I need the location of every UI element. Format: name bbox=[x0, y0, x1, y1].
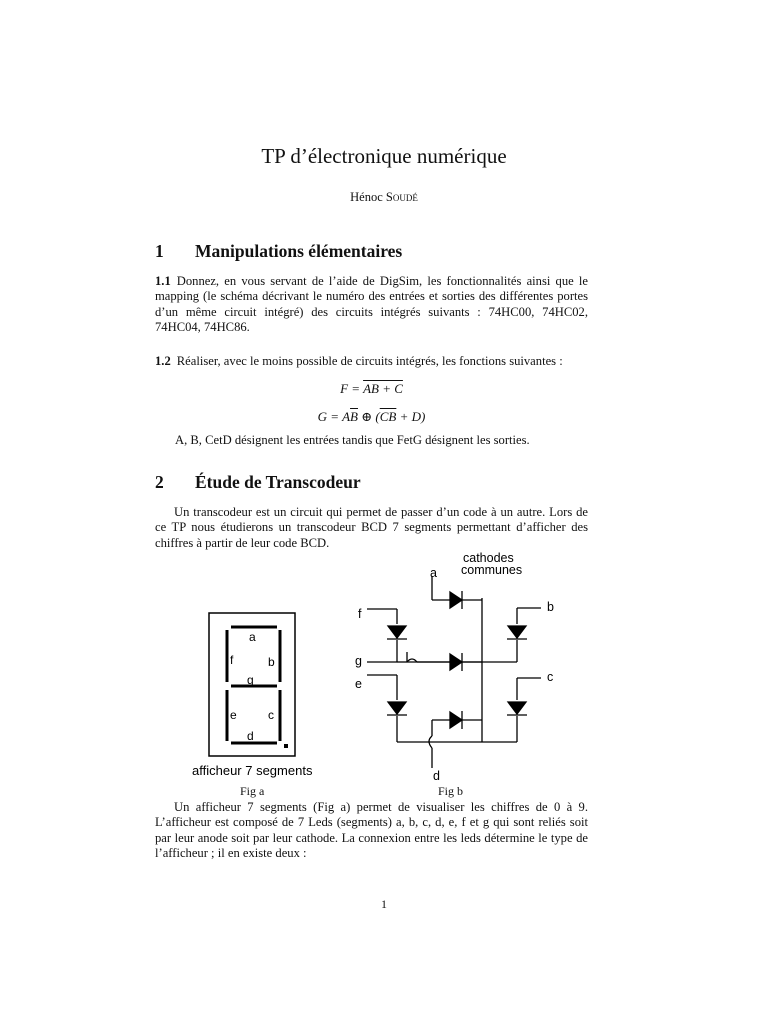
author-first: Hénoc bbox=[350, 190, 383, 204]
seven-segment-display-figure bbox=[185, 608, 335, 783]
communes-label: communes bbox=[461, 563, 523, 577]
variables-note: A, B, CetD désignent les entrées tandis que FetG désignent les sorties. bbox=[175, 433, 530, 447]
section-1-heading bbox=[155, 241, 402, 262]
figure-b-caption: Fig b bbox=[438, 784, 464, 798]
eq-oplus: ⊕ ( bbox=[357, 409, 380, 424]
eq-rest: + D) bbox=[396, 409, 426, 424]
input-label-c: c bbox=[547, 670, 554, 684]
diode-c-icon bbox=[508, 702, 526, 714]
input-label-g: g bbox=[355, 654, 362, 668]
question-number: 1.1 bbox=[155, 274, 171, 288]
diode-d-icon bbox=[450, 712, 462, 728]
section-number: 1 bbox=[155, 241, 164, 261]
segment-label-a: a bbox=[249, 630, 256, 644]
input-label-a: a bbox=[430, 566, 437, 580]
page-title: TP d’électronique numérique bbox=[261, 144, 507, 168]
question-1-1 bbox=[155, 274, 588, 336]
eq-overline-b: $\overline{B}$ bbox=[350, 409, 358, 424]
diode-e-icon bbox=[388, 702, 406, 714]
input-label-e: e bbox=[355, 677, 362, 691]
segment-label-f: f bbox=[230, 653, 234, 667]
section-2-intro: Un transcodeur est un circuit qui permet de passer d’un code à un autre. Lors de ce TP nous étudierons un transcodeur BCD 7 segments permettant d’afficher des chiffres à partir de leur code BCD. bbox=[155, 505, 588, 550]
eq-lhs: G = A bbox=[317, 409, 351, 424]
author-last: Soudé bbox=[385, 190, 418, 204]
input-label-f: f bbox=[358, 607, 362, 621]
diode-a-icon bbox=[450, 592, 462, 608]
figure-a-label: afficheur 7 segments bbox=[192, 763, 313, 778]
figure-a-caption: Fig a bbox=[240, 784, 265, 798]
section-number: 2 bbox=[155, 472, 164, 492]
segment-label-c: c bbox=[268, 708, 274, 722]
section-title: Étude de Transcodeur bbox=[195, 472, 361, 492]
page-number: 1 bbox=[381, 897, 387, 911]
diode-b-icon bbox=[508, 626, 526, 638]
section-2-paragraph-2: Un afficheur 7 segments (Fig a) permet de visualiser les chiffres de 0 à 9. L’afficheur est composé de 7 Leds (segments) a, b, c, d, e, f et g qui sont reliés soit par leur anode soit par leur cathode. La connexion entre les leds détermine le type de l’afficheur ; il en existe deux : bbox=[155, 800, 588, 861]
segment-label-b: b bbox=[268, 655, 275, 669]
question-1-2 bbox=[155, 354, 588, 369]
input-label-d: d bbox=[433, 769, 440, 783]
led-schematic-figure bbox=[345, 548, 570, 783]
eq-lhs: F = bbox=[340, 381, 364, 396]
question-text: Donnez, en vous servant de l’aide de DigSim, les fonctionnalités ainsi que le mapping (le schéma décrivant le numéro des entrées et sorties des différentes portes d’un même circuit intégré) des circuits intégrés suivants : 74HC00, 74HC02, 74HC04, 74HC86. bbox=[155, 274, 588, 335]
segment-label-d: d bbox=[247, 729, 254, 743]
diode-f-icon bbox=[388, 626, 406, 638]
segment-label-e: e bbox=[230, 708, 237, 722]
cathodes-label: cathodes bbox=[463, 551, 514, 565]
input-label-b: b bbox=[547, 600, 554, 614]
diode-g-icon bbox=[450, 654, 462, 670]
equation-g bbox=[155, 409, 588, 425]
decimal-point bbox=[284, 744, 288, 748]
segment-label-g: g bbox=[247, 673, 254, 687]
eq-overline: AB + C bbox=[363, 381, 403, 396]
question-number: 1.2 bbox=[155, 354, 171, 368]
section-2-heading bbox=[155, 472, 361, 493]
equation-f bbox=[155, 381, 588, 397]
question-text: Réaliser, avec le moins possible de circuits intégrés, les fonctions suivantes : bbox=[176, 354, 563, 368]
eq-overline-cb: $\overline{CB}$ bbox=[379, 409, 397, 424]
section-title: Manipulations élémentaires bbox=[195, 241, 403, 261]
author bbox=[0, 190, 768, 205]
